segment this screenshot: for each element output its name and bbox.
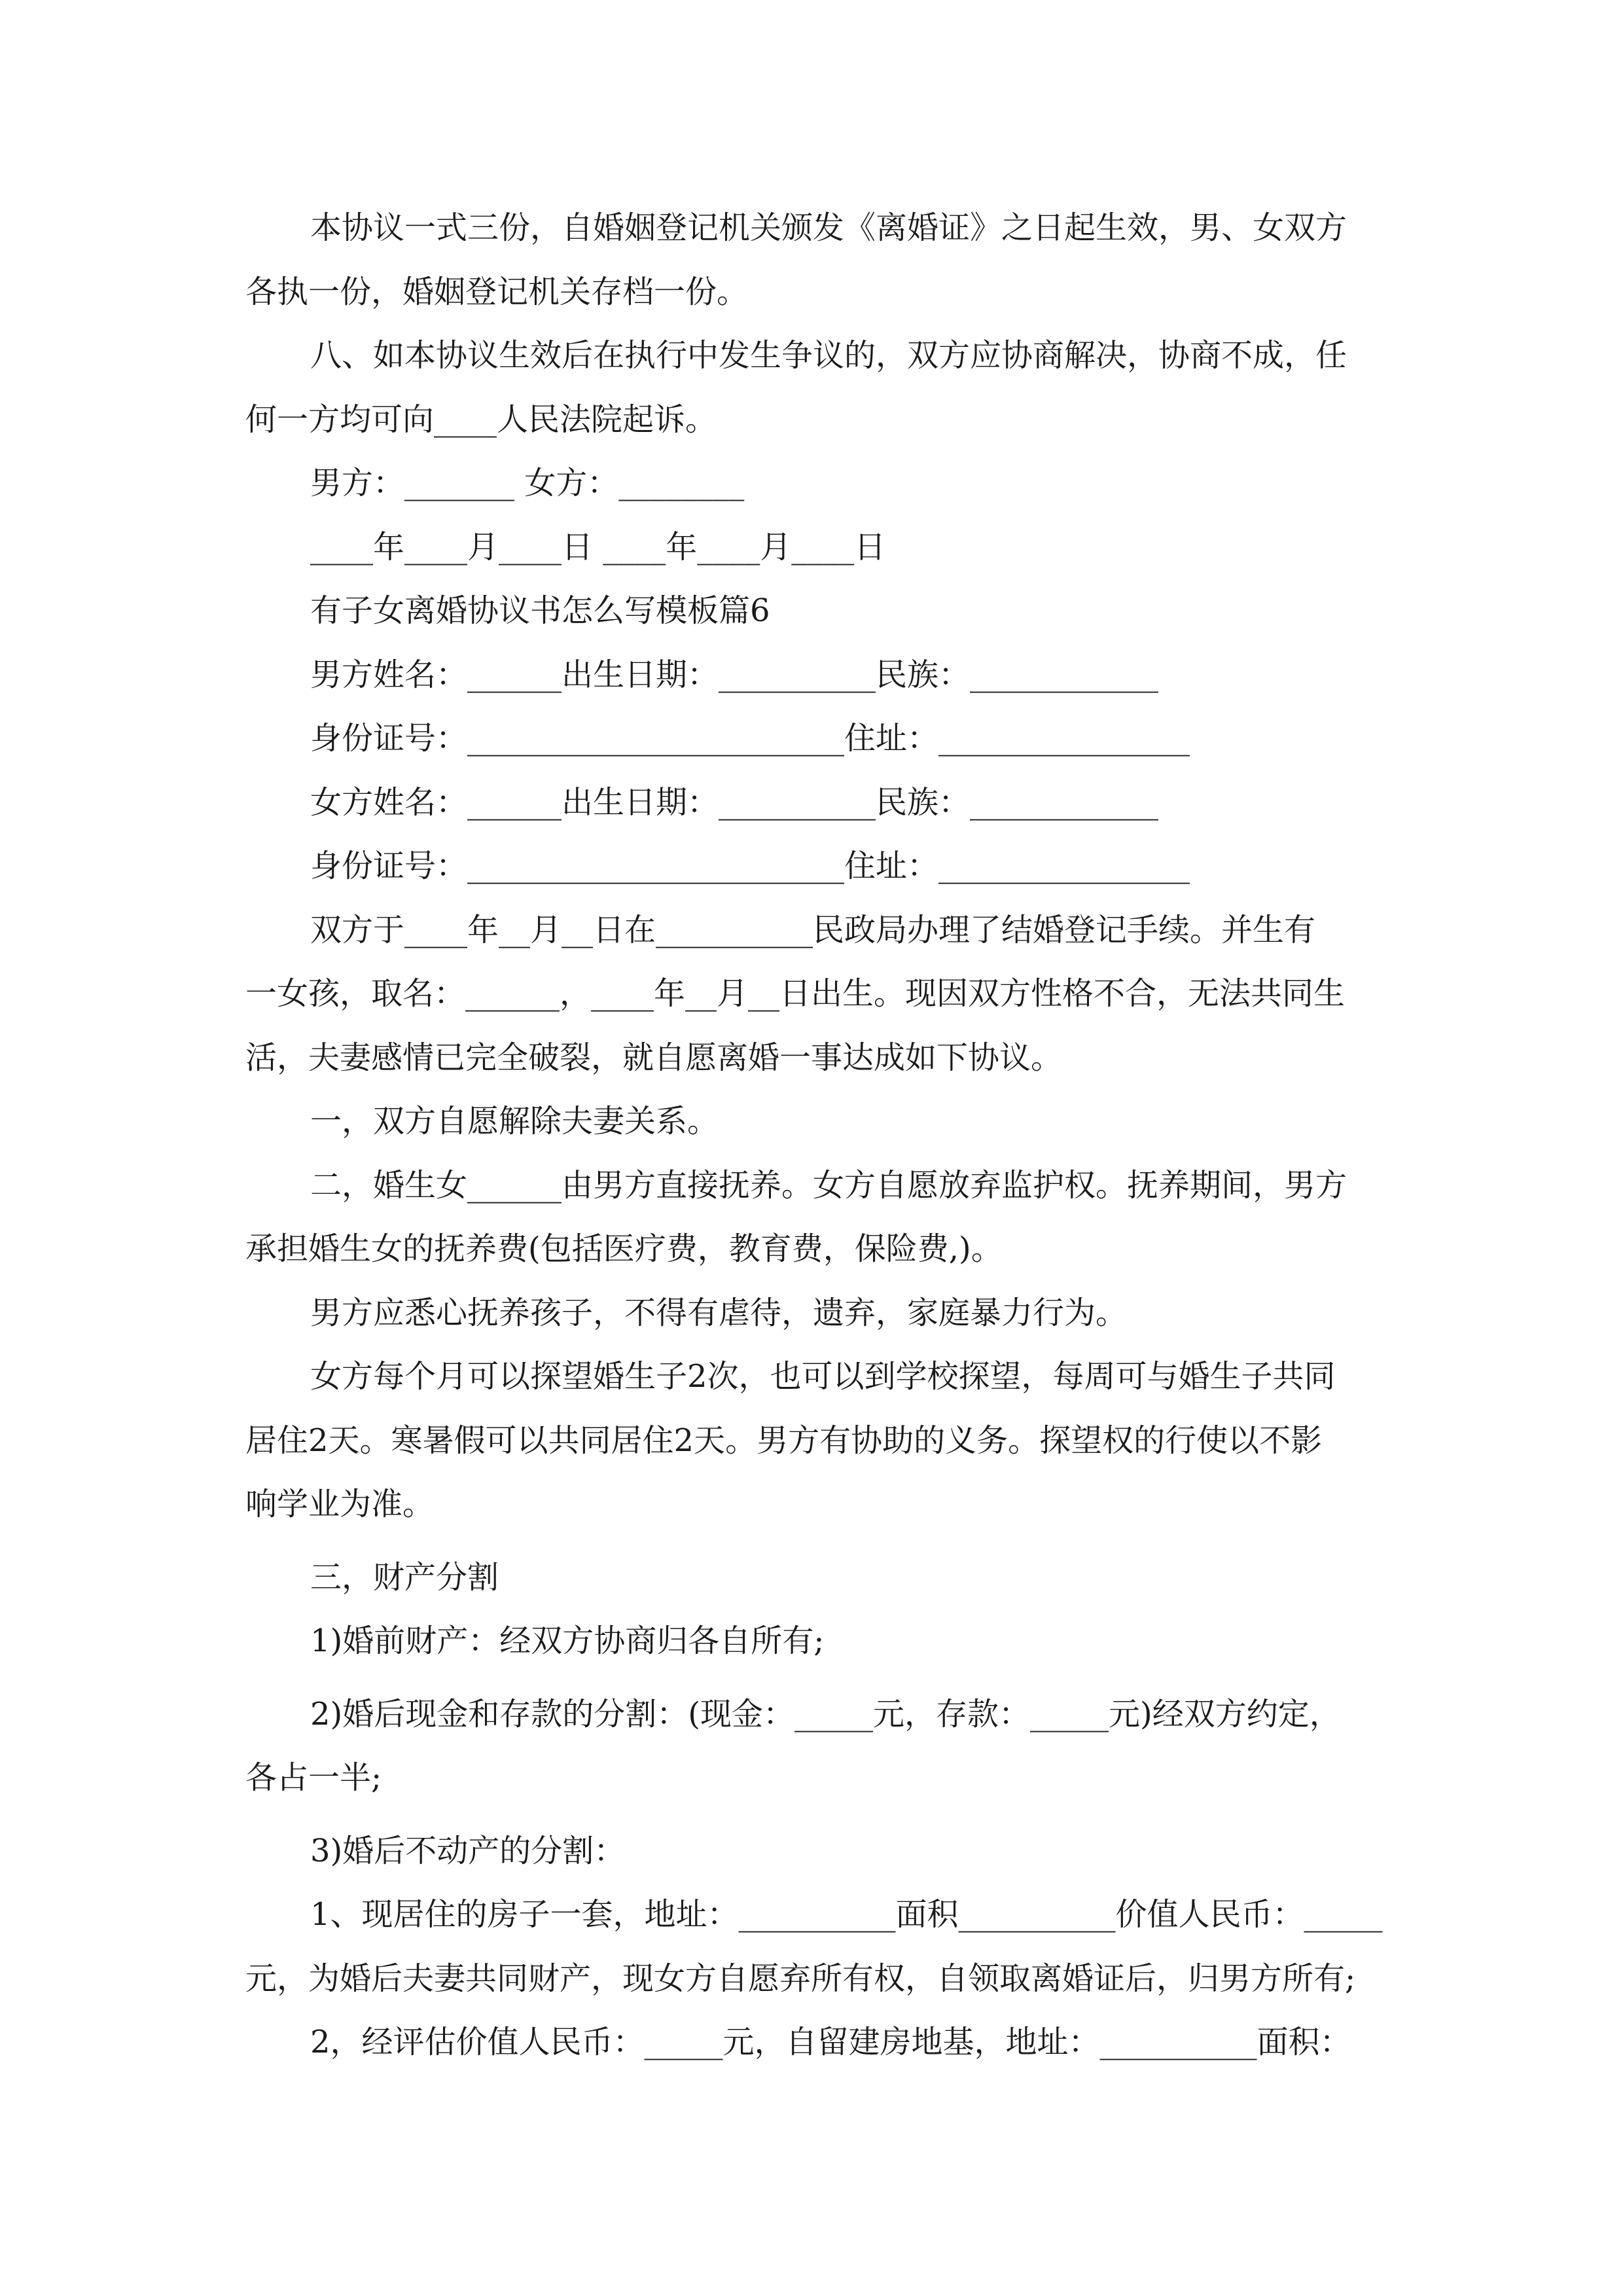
paragraph-line: 何一方均可向____人民法院起诉。 [245,401,717,438]
form-line: 身份证号：________________________住址：________________ [310,848,1190,884]
paragraph-line: 各执一份，婚姻登记机关存档一份。 [245,273,749,310]
paragraph-line: 活，夫妻感情已完全破裂，就自愿离婚一事达成如下协议。 [245,1039,1063,1076]
form-line: 身份证号：________________________住址：________________ [310,720,1190,757]
paragraph-line: 八、如本协议生效后在执行中发生争议的，双方应协商解决，协商不成，任 [310,337,1347,374]
paragraph-line: 3)婚后不动产的分割： [310,1832,626,1869]
date-line: ____年____月____日 ____年____月____日 [310,528,886,565]
paragraph-line: 承担婚生女的抚养费(包括医疗费，教育费，保险费,)。 [245,1230,1003,1267]
paragraph-line: 响学业为准。 [245,1486,435,1522]
paragraph-line: 双方于____年__月__日在__________民政局办理了结婚登记手续。并生有 [310,911,1316,948]
form-line: 女方姓名：______出生日期：__________民族：____________ [310,783,1159,821]
paragraph-line: 1)婚前财产：经双方协商归各自所有; [310,1623,825,1659]
paragraph-line: 元，为婚后夫妻共同财产，现女方自愿弃所有权，自领取离婚证后，归男方所有; [245,1960,1356,1997]
paragraph-line: 居住2天。寒暑假可以共同居住2天。男方有协助的义务。探望权的行使以不影 [245,1422,1323,1459]
paragraph-line: 本协议一式三份，自婚姻登记机关颁发《离婚证》之日起生效，男、女双方 [310,209,1347,246]
paragraph-line: 1、现居住的房子一套，地址：__________面积__________价值人民币：_____ [310,1896,1383,1933]
paragraph-line: 一，双方自愿解除夫妻关系。 [310,1103,719,1139]
paragraph-line: 男方应悉心抚养孩子，不得有虐待，遗弃，家庭暴力行为。 [310,1294,1128,1331]
paragraph-line: 女方每个月可以探望婚生子2次，也可以到学校探望，每周可与婚生子共同 [310,1358,1336,1395]
paragraph-line: 2)婚后现金和存款的分割：(现金：_____元，存款：_____元)经双方约定， [310,1695,1341,1732]
paragraph-line: 二，婚生女______由男方直接抚养。女方自愿放弃监护权。抚养期间，男方 [310,1166,1347,1204]
document-body [245,196,1384,2075]
signature-line: 男方：_______ 女方：________ [310,465,745,501]
paragraph-line: 一女孩，取名：______，____年__月__日出生。现因双方性格不合，无法共同生 [245,975,1346,1012]
paragraph-line: 2，经评估价值人民币：_____元，自留建房地基，地址：__________面积： [310,2024,1351,2060]
section-heading: 三，财产分割 [310,1558,499,1596]
form-line: 男方姓名：______出生日期：__________民族：____________ [310,656,1159,693]
section-heading: 有子女离婚协议书怎么写模板篇6 [310,592,770,629]
paragraph-line: 各占一半; [245,1759,382,1796]
